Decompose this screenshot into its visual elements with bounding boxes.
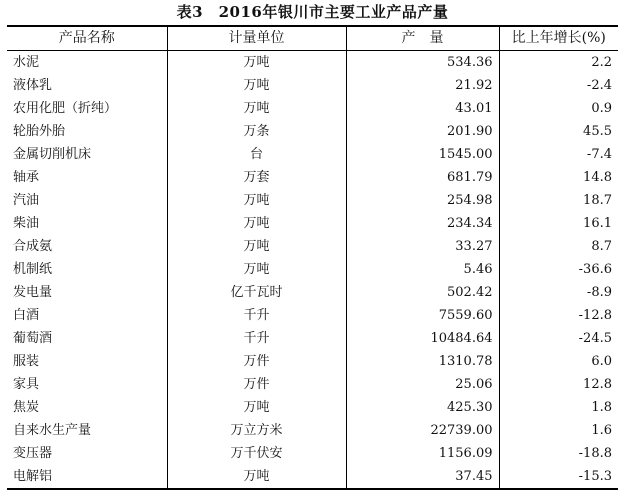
table-row bbox=[7, 212, 618, 235]
column-header-unit: 计量单位 bbox=[167, 26, 346, 51]
unit-cell: 万吨 bbox=[167, 74, 346, 97]
table-row bbox=[7, 304, 618, 327]
product-name-cell: 水泥 bbox=[13, 55, 40, 70]
unit-cell: 万吨 bbox=[167, 258, 346, 281]
table-row bbox=[7, 235, 618, 258]
growth-cell: 14.8 bbox=[499, 166, 618, 189]
product-name-cell: 轮胎外胎 bbox=[13, 124, 66, 139]
growth-cell: -2.4 bbox=[499, 74, 618, 97]
table-row bbox=[7, 258, 618, 281]
column-header-name: 产品名称 bbox=[58, 30, 115, 46]
table-row bbox=[7, 189, 618, 212]
table-row bbox=[7, 143, 618, 166]
output-cell: 1545.00 bbox=[346, 143, 499, 166]
unit-cell: 万吨 bbox=[167, 97, 346, 120]
column-header-output: 产 量 bbox=[346, 26, 499, 51]
product-name-cell: 电解铝 bbox=[13, 469, 53, 484]
table-row bbox=[7, 74, 618, 97]
output-cell: 234.34 bbox=[346, 212, 499, 235]
output-cell: 43.01 bbox=[346, 97, 499, 120]
product-name-cell: 白酒 bbox=[13, 308, 40, 323]
growth-cell: -18.8 bbox=[499, 442, 618, 465]
product-name-cell: 农用化肥（折纯） bbox=[13, 101, 118, 116]
table-row bbox=[7, 281, 618, 304]
output-cell: 21.92 bbox=[346, 74, 499, 97]
growth-cell: 12.8 bbox=[499, 373, 618, 396]
output-cell: 33.27 bbox=[346, 235, 499, 258]
unit-cell: 亿千瓦时 bbox=[167, 281, 346, 304]
table-row bbox=[7, 350, 618, 373]
product-name-cell: 汽油 bbox=[13, 193, 40, 208]
table-row bbox=[7, 51, 618, 75]
growth-cell: 16.1 bbox=[499, 212, 618, 235]
unit-cell: 万立方米 bbox=[167, 419, 346, 442]
output-cell: 681.79 bbox=[346, 166, 499, 189]
unit-cell: 千升 bbox=[167, 304, 346, 327]
growth-cell: -24.5 bbox=[499, 327, 618, 350]
unit-cell: 万吨 bbox=[167, 465, 346, 489]
table-row bbox=[7, 97, 618, 120]
industrial-output-table bbox=[7, 25, 618, 490]
unit-cell: 万件 bbox=[167, 373, 346, 396]
unit-cell: 万吨 bbox=[167, 51, 346, 75]
table-row bbox=[7, 442, 618, 465]
growth-cell: -36.6 bbox=[499, 258, 618, 281]
growth-cell: 45.5 bbox=[499, 120, 618, 143]
product-name-cell: 柴油 bbox=[13, 216, 40, 231]
output-cell: 254.98 bbox=[346, 189, 499, 212]
growth-cell: -8.9 bbox=[499, 281, 618, 304]
output-cell: 5.46 bbox=[346, 258, 499, 281]
output-cell: 37.45 bbox=[346, 465, 499, 489]
growth-cell: 8.7 bbox=[499, 235, 618, 258]
header-row bbox=[7, 26, 618, 51]
product-name-cell: 发电量 bbox=[13, 285, 53, 300]
table-row bbox=[7, 327, 618, 350]
output-cell: 10484.64 bbox=[346, 327, 499, 350]
output-cell: 7559.60 bbox=[346, 304, 499, 327]
product-name-cell: 服装 bbox=[13, 354, 40, 369]
growth-cell: -7.4 bbox=[499, 143, 618, 166]
output-cell: 25.06 bbox=[346, 373, 499, 396]
growth-cell: 6.0 bbox=[499, 350, 618, 373]
output-cell: 22739.00 bbox=[346, 419, 499, 442]
table-row bbox=[7, 419, 618, 442]
output-cell: 1310.78 bbox=[346, 350, 499, 373]
output-cell: 425.30 bbox=[346, 396, 499, 419]
product-name-cell: 焦炭 bbox=[13, 400, 40, 415]
output-cell: 502.42 bbox=[346, 281, 499, 304]
unit-cell: 万吨 bbox=[167, 396, 346, 419]
output-cell: 1156.09 bbox=[346, 442, 499, 465]
unit-cell: 万吨 bbox=[167, 212, 346, 235]
unit-cell: 千升 bbox=[167, 327, 346, 350]
product-name-cell: 液体乳 bbox=[13, 78, 53, 93]
product-name-cell: 金属切削机床 bbox=[13, 147, 92, 162]
growth-cell: 0.9 bbox=[499, 97, 618, 120]
table-row bbox=[7, 396, 618, 419]
product-name-cell: 葡萄酒 bbox=[13, 331, 53, 346]
output-cell: 201.90 bbox=[346, 120, 499, 143]
table-title: 表3 2016年银川市主要工业产品产量 bbox=[176, 3, 449, 21]
table-row bbox=[7, 166, 618, 189]
output-cell: 534.36 bbox=[346, 51, 499, 75]
growth-cell: 2.2 bbox=[499, 51, 618, 75]
unit-cell: 万条 bbox=[167, 120, 346, 143]
unit-cell: 万千伏安 bbox=[167, 442, 346, 465]
product-name-cell: 自来水生产量 bbox=[13, 423, 92, 438]
table-body bbox=[7, 51, 618, 490]
product-name-cell: 轴承 bbox=[13, 170, 40, 185]
growth-cell: 1.6 bbox=[499, 419, 618, 442]
growth-cell: 18.7 bbox=[499, 189, 618, 212]
unit-cell: 万吨 bbox=[167, 235, 346, 258]
growth-cell: -12.8 bbox=[499, 304, 618, 327]
unit-cell: 台 bbox=[167, 143, 346, 166]
table-row bbox=[7, 465, 618, 489]
table-row bbox=[7, 373, 618, 396]
growth-cell: -15.3 bbox=[499, 465, 618, 489]
table-row bbox=[7, 120, 618, 143]
product-name-cell: 机制纸 bbox=[13, 262, 53, 277]
product-name-cell: 合成氨 bbox=[13, 239, 53, 254]
product-name-cell: 变压器 bbox=[13, 446, 53, 461]
product-name-cell: 家具 bbox=[13, 377, 40, 392]
column-header-growth: 比上年增长(%) bbox=[499, 26, 618, 51]
unit-cell: 万套 bbox=[167, 166, 346, 189]
growth-cell: 1.8 bbox=[499, 396, 618, 419]
unit-cell: 万件 bbox=[167, 350, 346, 373]
unit-cell: 万吨 bbox=[167, 189, 346, 212]
